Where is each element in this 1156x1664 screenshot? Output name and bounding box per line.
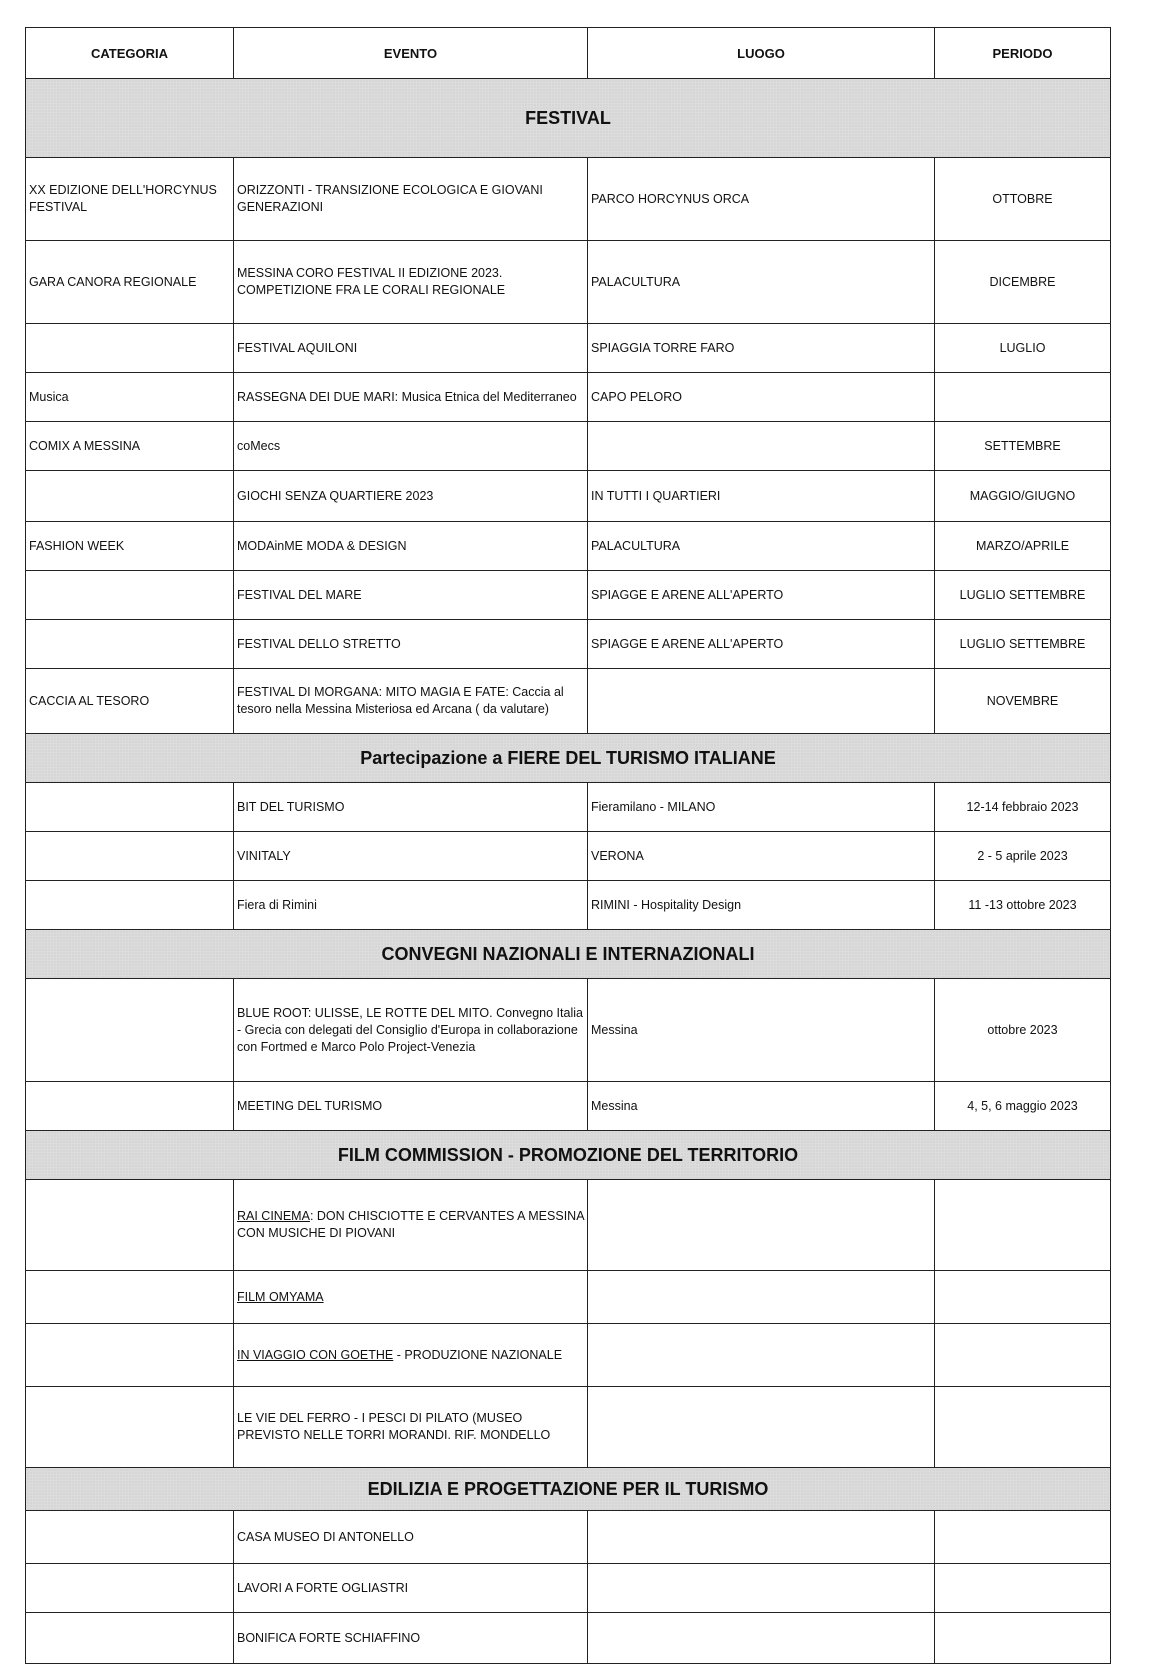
cell-periodo [935, 1180, 1111, 1271]
table-row [26, 979, 1111, 1082]
cell-periodo: MAGGIO/GIUGNO [935, 471, 1111, 522]
cell-categoria [26, 571, 234, 620]
header-categoria: CATEGORIA [26, 28, 234, 79]
cell-luogo: CAPO PELORO [588, 373, 935, 422]
cell-categoria [26, 1271, 234, 1324]
cell-luogo: SPIAGGIA TORRE FARO [588, 324, 935, 373]
cell-categoria [26, 1180, 234, 1271]
cell-evento: CASA MUSEO DI ANTONELLO [234, 1511, 588, 1564]
table-row [26, 832, 1111, 881]
cell-categoria: COMIX A MESSINA [26, 422, 234, 471]
section-row [26, 734, 1111, 783]
cell-luogo: RIMINI - Hospitality Design [588, 881, 935, 930]
cell-categoria: CACCIA AL TESORO [26, 669, 234, 734]
header-evento: EVENTO [234, 28, 588, 79]
header-luogo: LUOGO [588, 28, 935, 79]
table-body [26, 79, 1111, 1664]
cell-luogo [588, 1511, 935, 1564]
table-row [26, 158, 1111, 241]
table-row [26, 241, 1111, 324]
cell-periodo [935, 1564, 1111, 1613]
table-row [26, 881, 1111, 930]
cell-luogo [588, 1613, 935, 1664]
cell-categoria [26, 324, 234, 373]
cell-categoria: GARA CANORA REGIONALE [26, 241, 234, 324]
cell-luogo [588, 1324, 935, 1387]
table-row [26, 1180, 1111, 1271]
cell-periodo: 12-14 febbraio 2023 [935, 783, 1111, 832]
cell-evento: FESTIVAL AQUILONI [234, 324, 588, 373]
cell-evento: GIOCHI SENZA QUARTIERE 2023 [234, 471, 588, 522]
section-title: CONVEGNI NAZIONALI E INTERNAZIONALI [26, 930, 1111, 979]
cell-periodo [935, 1324, 1111, 1387]
cell-categoria [26, 1613, 234, 1664]
cell-evento: FILM OMYAMA [234, 1271, 588, 1324]
table-row [26, 1613, 1111, 1664]
events-table [25, 27, 1111, 1664]
cell-periodo [935, 1271, 1111, 1324]
cell-evento: coMecs [234, 422, 588, 471]
header-periodo: PERIODO [935, 28, 1111, 79]
table-row [26, 571, 1111, 620]
cell-categoria [26, 979, 234, 1082]
cell-evento: FESTIVAL DELLO STRETTO [234, 620, 588, 669]
cell-periodo [935, 1511, 1111, 1564]
cell-periodo: ottobre 2023 [935, 979, 1111, 1082]
section-title: EDILIZIA E PROGETTAZIONE PER IL TURISMO [26, 1468, 1111, 1511]
cell-evento-extra: - PRODUZIONE NAZIONALE [393, 1347, 563, 1362]
table-row [26, 620, 1111, 669]
cell-evento: ORIZZONTI - TRANSIZIONE ECOLOGICA E GIOVANI GENERAZIONI [234, 158, 588, 241]
cell-luogo [588, 1564, 935, 1613]
cell-evento: VINITALY [234, 832, 588, 881]
cell-luogo: PALACULTURA [588, 522, 935, 571]
cell-evento-link: RAI CINEMA [237, 1209, 310, 1223]
cell-luogo [588, 1271, 935, 1324]
section-row [26, 1468, 1111, 1511]
cell-luogo: VERONA [588, 832, 935, 881]
cell-periodo: LUGLIO [935, 324, 1111, 373]
cell-luogo: SPIAGGE E ARENE ALL'APERTO [588, 571, 935, 620]
cell-evento-link: IN VIAGGIO CON GOETHE [237, 1347, 394, 1362]
cell-luogo: PARCO HORCYNUS ORCA [588, 158, 935, 241]
cell-periodo: SETTEMBRE [935, 422, 1111, 471]
table-row [26, 1564, 1111, 1613]
cell-periodo: LUGLIO SETTEMBRE [935, 571, 1111, 620]
cell-categoria: Musica [26, 373, 234, 422]
section-row [26, 1131, 1111, 1180]
cell-evento [234, 1324, 588, 1387]
cell-evento: BONIFICA FORTE SCHIAFFINO [234, 1613, 588, 1664]
cell-categoria [26, 783, 234, 832]
cell-evento: RASSEGNA DEI DUE MARI: Musica Etnica del Mediterraneo [234, 373, 588, 422]
cell-categoria: XX EDIZIONE DELL'HORCYNUS FESTIVAL [26, 158, 234, 241]
section-title: FILM COMMISSION - PROMOZIONE DEL TERRITORIO [26, 1131, 1111, 1180]
cell-evento: Fiera di Rimini [234, 881, 588, 930]
cell-periodo: 11 -13 ottobre 2023 [935, 881, 1111, 930]
section-title: FESTIVAL [26, 79, 1111, 158]
cell-luogo [588, 669, 935, 734]
table-row [26, 1387, 1111, 1468]
table-row [26, 422, 1111, 471]
table-row [26, 783, 1111, 832]
cell-periodo: NOVEMBRE [935, 669, 1111, 734]
cell-evento: LAVORI A FORTE OGLIASTRI [234, 1564, 588, 1613]
cell-categoria [26, 832, 234, 881]
cell-luogo [588, 1387, 935, 1468]
cell-luogo [588, 1180, 935, 1271]
table-row [26, 324, 1111, 373]
section-row [26, 930, 1111, 979]
cell-evento: FESTIVAL DI MORGANA: MITO MAGIA E FATE: Caccia al tesoro nella Messina Misteriosa ed Arcana ( da valutare) [234, 669, 588, 734]
cell-categoria [26, 1324, 234, 1387]
cell-periodo [935, 1387, 1111, 1468]
table-row [26, 373, 1111, 422]
events-document [25, 27, 1110, 1664]
cell-evento [234, 1180, 588, 1271]
cell-evento: BIT DEL TURISMO [234, 783, 588, 832]
cell-luogo: SPIAGGE E ARENE ALL'APERTO [588, 620, 935, 669]
cell-periodo [935, 373, 1111, 422]
cell-categoria [26, 620, 234, 669]
cell-periodo: LUGLIO SETTEMBRE [935, 620, 1111, 669]
cell-periodo: OTTOBRE [935, 158, 1111, 241]
cell-evento: MODAinME MODA & DESIGN [234, 522, 588, 571]
cell-evento: LE VIE DEL FERRO - I PESCI DI PILATO (MUSEO PREVISTO NELLE TORRI MORANDI. RIF. MONDELLO [234, 1387, 588, 1468]
cell-categoria: FASHION WEEK [26, 522, 234, 571]
table-row [26, 1324, 1111, 1387]
section-row [26, 79, 1111, 158]
cell-evento: MEETING DEL TURISMO [234, 1082, 588, 1131]
cell-luogo: IN TUTTI I QUARTIERI [588, 471, 935, 522]
cell-evento: FESTIVAL DEL MARE [234, 571, 588, 620]
cell-categoria [26, 1387, 234, 1468]
cell-luogo: Fieramilano - MILANO [588, 783, 935, 832]
cell-periodo [935, 1613, 1111, 1664]
header-row [26, 28, 1111, 79]
table-row [26, 1271, 1111, 1324]
table-row [26, 669, 1111, 734]
section-title: Partecipazione a FIERE DEL TURISMO ITALIANE [26, 734, 1111, 783]
table-row [26, 471, 1111, 522]
cell-categoria [26, 1082, 234, 1131]
cell-evento: BLUE ROOT: ULISSE, LE ROTTE DEL MITO. Convegno Italia - Grecia con delegati del Consiglio d'Europa in collaborazione con Fortmed e Marco Polo Project-Venezia [234, 979, 588, 1082]
cell-periodo: 2 - 5 aprile 2023 [935, 832, 1111, 881]
cell-periodo: 4, 5, 6 maggio 2023 [935, 1082, 1111, 1131]
table-row [26, 522, 1111, 571]
cell-luogo: Messina [588, 979, 935, 1082]
cell-categoria [26, 1511, 234, 1564]
cell-luogo: Messina [588, 1082, 935, 1131]
cell-luogo: PALACULTURA [588, 241, 935, 324]
cell-periodo: DICEMBRE [935, 241, 1111, 324]
cell-periodo: MARZO/APRILE [935, 522, 1111, 571]
table-row [26, 1511, 1111, 1564]
cell-evento-extra: : DON CHISCIOTTE E CERVANTES A MESSINA CON MUSICHE DI PIOVANI [237, 1209, 584, 1240]
table-row [26, 1082, 1111, 1131]
cell-categoria [26, 471, 234, 522]
cell-evento: MESSINA CORO FESTIVAL II EDIZIONE 2023. COMPETIZIONE FRA LE CORALI REGIONALE [234, 241, 588, 324]
cell-luogo [588, 422, 935, 471]
cell-categoria [26, 1564, 234, 1613]
cell-categoria [26, 881, 234, 930]
